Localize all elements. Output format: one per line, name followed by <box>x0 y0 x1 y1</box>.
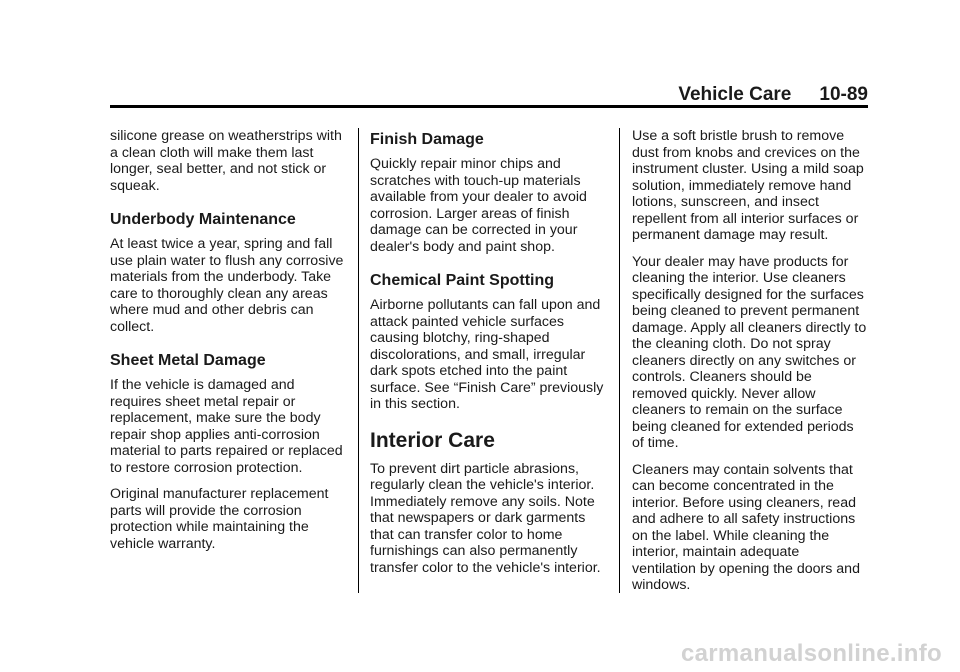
paragraph-brush: Use a soft bristle brush to remove dust from knobs and crevices on the instrument cluster. Using a mild soap solution, immediately remove hand lotions, sunscreen, and insect repellent from all interior surfaces or permanent damage may result. <box>632 128 864 243</box>
paragraph-chemical-paint: Airborne pollutants can fall upon and attack painted vehicle surfaces causing blotchy, ring-shaped discolorations, and small, irregular dark spots etched into the paint surface. See “Finish Care” previously in this section. <box>370 297 604 412</box>
column-divider-1 <box>358 128 359 593</box>
paragraph-solvents: Cleaners may contain solvents that can become concentrated in the interior. Before using cleaners, read and adhere to all safety instructions on the label. While cleaning the interior, maintain adequate ventilation by opening the doors and windows. <box>632 461 860 593</box>
heading-underbody-maintenance: Underbody Maintenance <box>110 211 296 228</box>
paragraph-sheet-metal-1: If the vehicle is damaged and requires sheet metal repair or replacement, make sure the body repair shop applies anti-corrosion material to parts repaired or replaced to restore corrosion protection. <box>110 377 343 476</box>
column-divider-2 <box>619 128 620 593</box>
heading-finish-damage: Finish Damage <box>370 131 484 148</box>
paragraph-underbody: At least twice a year, spring and fall use plain water to flush any corrosive materials from the underbody. Take care to thoroughly clean any areas where mud and other debris can collect. <box>110 236 344 335</box>
paragraph-sheet-metal-2: Original manufacturer replacement parts will provide the corrosion protection while maintaining the vehicle warranty. <box>110 486 329 552</box>
paragraph-weatherstrips: silicone grease on weatherstrips with a clean cloth will make them last longer, seal better, and not stick or squeak. <box>110 128 342 194</box>
watermark: carmanualsonline.info <box>680 640 942 667</box>
column-1 <box>110 128 345 562</box>
paragraph-dealer-products: Your dealer may have products for cleaning the interior. Use cleaners specifically designed for the surfaces being cleaned to prevent permanent damage. Apply all cleaners directly to the cleaning cloth. Do not spray cleaners directly on any switches or controls. Cleaners should be removed quickly. Never allow cleaners to remain on the surface being cleaned for extended periods of time. <box>632 253 867 451</box>
header-rule <box>110 105 868 108</box>
paragraph-finish-damage: Quickly repair minor chips and scratches with touch-up materials available from your dealer to avoid corrosion. Larger areas of finish damage can be corrected in your dealer's body and paint shop. <box>370 156 587 255</box>
heading-interior-care: Interior Care <box>370 428 495 452</box>
column-2 <box>370 128 605 586</box>
heading-chemical-paint-spotting: Chemical Paint Spotting <box>370 272 555 289</box>
page-header <box>110 84 868 106</box>
page-number: 10-89 <box>819 84 868 105</box>
section-title: Vehicle Care <box>678 84 792 105</box>
heading-sheet-metal-damage: Sheet Metal Damage <box>110 352 266 369</box>
column-3 <box>632 128 867 604</box>
paragraph-interior-care: To prevent dirt particle abrasions, regularly clean the vehicle's interior. Immediately remove any soils. Note that newspapers or dark garments that can transfer color to home furnishings can also permanently transfer color to the vehicle's interior. <box>370 460 601 576</box>
